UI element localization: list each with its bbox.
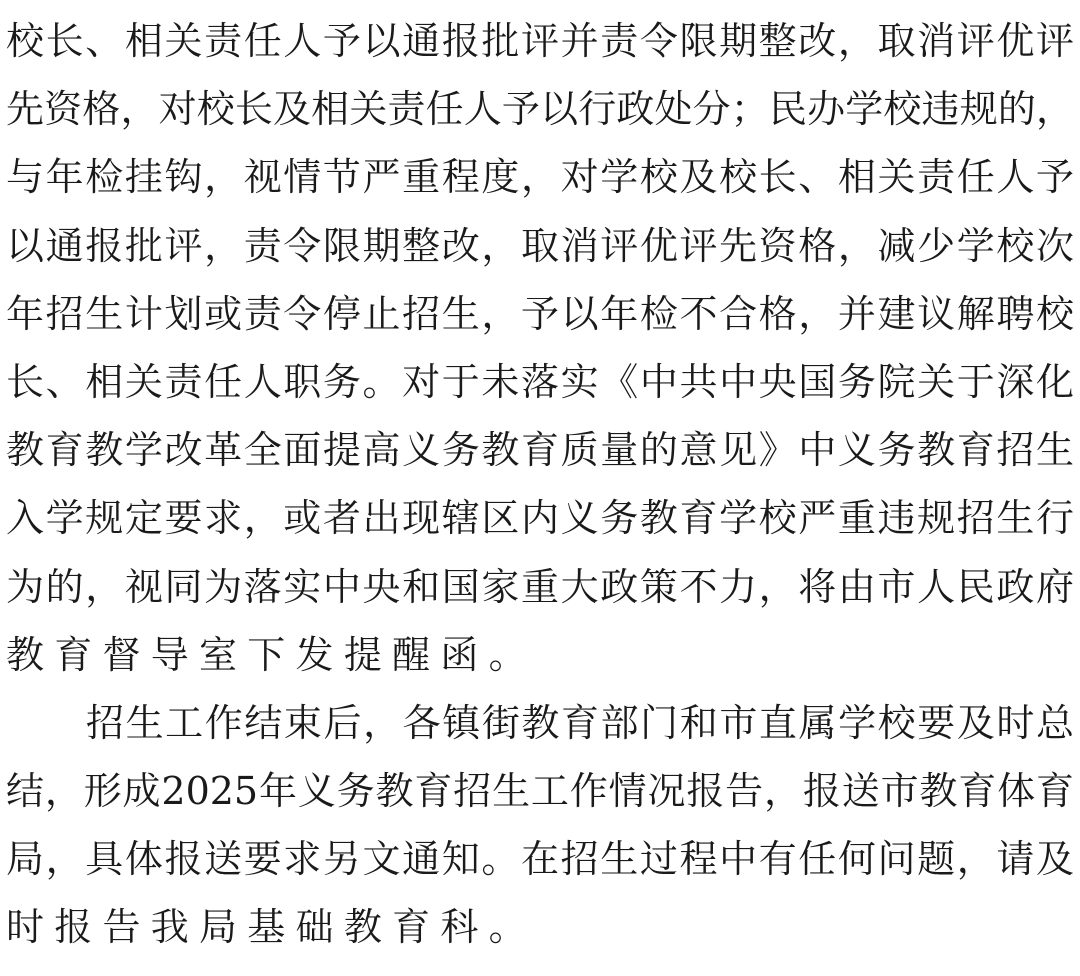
text-line: 为的，视同为落实中央和国家重大政策不力，将由市人民政府 [6, 564, 1074, 609]
text-line: 入学规定要求，或者出现辖区内义务教育学校严重违规招生行 [6, 496, 1074, 541]
text-line: 校长、相关责任人予以通报批评并责令限期整改，取消评优评 [6, 19, 1074, 63]
text-line: 与年检挂钩，视情节严重程度，对学校及校长、相关责任人予 [6, 155, 1074, 200]
text-line: 教育教学改革全面提高义务教育质量的意见》中义务教育招生 [6, 428, 1074, 473]
paragraph-discipline-measures [6, 7, 1074, 689]
text-line: 结，形成2025年义务教育招生工作情况报告，报送市教育体育 [6, 769, 1074, 814]
text-line: 招生工作结束后，各镇街教育部门和市直属学校要及时总 [86, 700, 1074, 745]
text-line: 教育督导室下发提醒函。 [6, 632, 537, 677]
text-line: 长、相关责任人职务。对于未落实《中共中央国务院关于深化 [6, 359, 1074, 404]
text-line: 时报告我局基础教育科。 [6, 905, 537, 950]
paragraph-report-requirements [6, 689, 1074, 962]
text-line: 以通报批评，责令限期整改，取消评优评先资格，减少学校次 [6, 223, 1074, 268]
text-line: 局，具体报送要求另文通知。在招生过程中有任何问题，请及 [6, 837, 1074, 882]
text-line: 年招生计划或责令停止招生，予以年检不合格，并建议解聘校 [6, 291, 1074, 336]
document-page [0, 7, 1080, 976]
text-line: 先资格，对校长及相关责任人予以行政处分；民办学校违规的， [6, 87, 1074, 132]
